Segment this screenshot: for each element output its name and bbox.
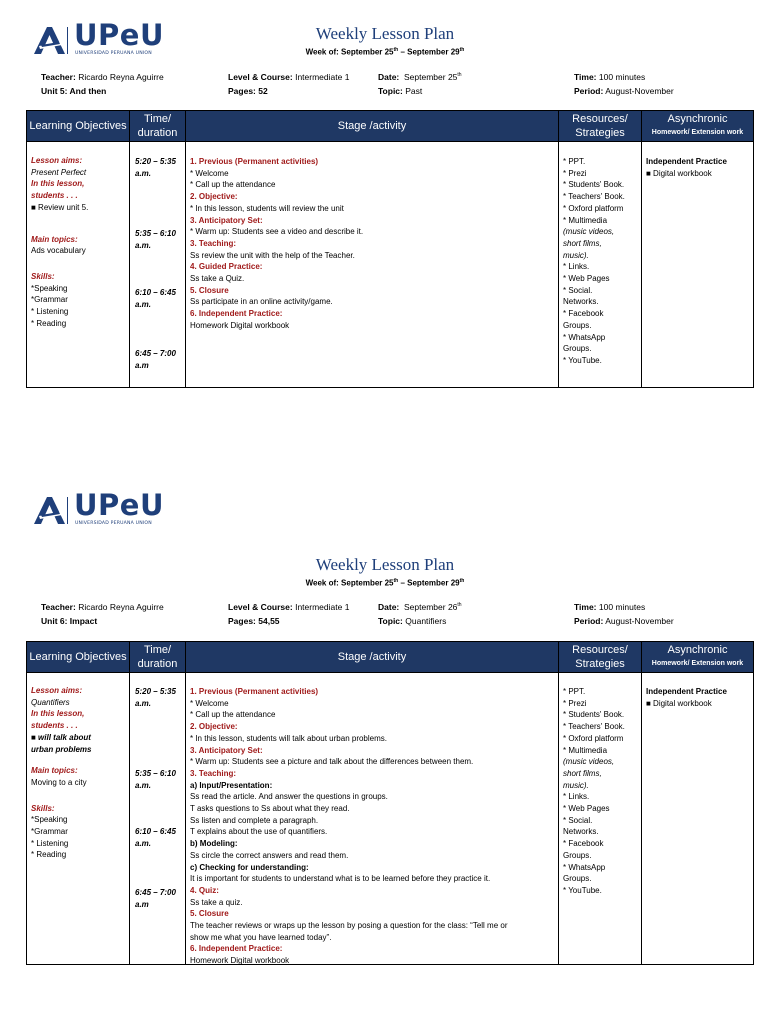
- resource-item: * Prezi: [563, 698, 587, 708]
- resource-item: * WhatsApp: [563, 862, 606, 872]
- skill-item: *Speaking: [31, 283, 68, 293]
- header-stage: Stage /activity: [186, 642, 559, 673]
- skill-item: * Listening: [31, 838, 69, 848]
- in-lesson-text: ■ will talk about urban problems: [31, 732, 92, 754]
- resource-item: Groups.: [563, 344, 592, 354]
- logo-wordmark: UPeU: [74, 18, 165, 52]
- week-range: Week of: September 25th – September 29th: [305, 47, 465, 57]
- stage-line: 2. Objective:: [190, 722, 238, 732]
- async-title: Independent Practice: [646, 687, 727, 696]
- resource-item: * Web Pages: [563, 274, 610, 284]
- plan-title: Weekly Lesson Plan: [315, 24, 455, 43]
- resource-item: * YouTube.: [563, 885, 602, 895]
- skill-item: * Reading: [31, 850, 67, 860]
- stage-line: 5. Closure: [190, 909, 229, 919]
- resource-item: * Links.: [563, 792, 590, 802]
- resource-item: * Prezi: [563, 168, 587, 178]
- stage-line: 1. Previous (Permanent activities): [190, 687, 319, 696]
- stage-line: The teacher reviews or wraps up the lesson by posing a question for the class: “Tell me or: [190, 921, 508, 931]
- plan-title: Weekly Lesson Plan: [315, 555, 455, 574]
- upeu-logo-icon: [32, 494, 68, 526]
- stage-line: show me what you have learned today”.: [190, 932, 332, 942]
- main-topic: Moving to a city: [31, 777, 87, 787]
- skill-item: *Grammar: [31, 295, 68, 305]
- topic-field: Topic: Quantifiers: [378, 616, 447, 626]
- time-slot: 6:10 – 6:45 a.m.: [135, 288, 176, 309]
- resource-item: * Facebook: [563, 839, 604, 849]
- main-topic: Ads vocabulary: [31, 246, 86, 256]
- stage-line: 6. Independent Practice:: [190, 309, 283, 319]
- header-resources: Resources/ Strategies: [559, 642, 642, 673]
- time-cell: [130, 142, 186, 388]
- resource-item: * Facebook: [563, 309, 604, 319]
- stage-line: 3. Anticipatory Set:: [190, 745, 263, 755]
- resource-item: * Oxford platform: [563, 203, 624, 213]
- skills-label: Skills:: [31, 271, 55, 281]
- resource-item: * YouTube.: [563, 355, 602, 365]
- date-field: Date: September 25th: [378, 72, 462, 82]
- logo-wordmark: UPeU: [74, 488, 165, 522]
- pages-field: Pages: 54,55: [228, 616, 280, 626]
- skill-item: * Listening: [31, 307, 69, 317]
- resource-item: Networks.: [563, 827, 599, 837]
- time-slot: 5:35 – 6:10 a.m.: [135, 229, 176, 250]
- stage-line: Ss listen and complete a paragraph.: [190, 815, 319, 825]
- stage-line: T asks questions to Ss about what they read.: [190, 804, 350, 814]
- resource-item: music).: [563, 780, 589, 790]
- skill-item: * Reading: [31, 318, 67, 328]
- header-asynchronic: Asynchronic Homework/ Extension work: [642, 642, 754, 673]
- logo-subtitle: UNIVERSIDAD PERUANA UNION: [75, 521, 152, 526]
- stage-line: 3. Teaching:: [190, 768, 237, 778]
- asynchronic-cell: [642, 142, 754, 388]
- resource-item: * Teachers' Book.: [563, 722, 625, 732]
- date-field: Date: September 26th: [378, 602, 462, 612]
- header-time: Time/ duration: [130, 111, 186, 142]
- stage-line: It is important for students to understand what is to be learned before they practice it.: [190, 874, 491, 884]
- resources-cell: [559, 142, 642, 388]
- stage-line: Ss take a quiz.: [190, 897, 243, 907]
- stage-line: * In this lesson, students will talk about urban problems.: [190, 733, 387, 743]
- stage-line: 2. Objective:: [190, 192, 238, 202]
- objectives-cell: [27, 673, 130, 965]
- stage-line: 3. Anticipatory Set:: [190, 215, 263, 225]
- stage-line: Homework Digital workbook: [190, 956, 290, 966]
- time-slot: 6:10 – 6:45 a.m.: [135, 827, 176, 848]
- header-objectives: Learning Objectives: [27, 111, 130, 142]
- period-field: Period: August-November: [574, 86, 674, 96]
- stage-line: * In this lesson, students will review the unit: [190, 203, 344, 213]
- in-lesson-label: In this lesson, students . . .: [31, 709, 85, 731]
- header-objectives: Learning Objectives: [27, 642, 130, 673]
- period-field: Period: August-November: [574, 616, 674, 626]
- resource-item: * PPT.: [563, 157, 586, 166]
- stage-line: * Call up the attendance: [190, 710, 276, 720]
- resource-item: * Multimedia: [563, 745, 608, 755]
- resource-item: Networks.: [563, 297, 599, 307]
- header-stage: Stage /activity: [186, 111, 559, 142]
- asynchronic-cell: [642, 673, 754, 965]
- time-cell: [130, 673, 186, 965]
- unit-field: Unit 5: And then: [41, 86, 107, 96]
- lesson-aims-label: Lesson aims:: [31, 686, 83, 695]
- resource-item: Groups.: [563, 320, 592, 330]
- stage-line: Ss participate in an online activity/game.: [190, 297, 333, 307]
- level-field: Level & Course: Intermediate 1: [228, 72, 350, 82]
- header-time: Time/ duration: [130, 642, 186, 673]
- stage-line: Homework Digital workbook: [190, 320, 290, 330]
- async-item: ■ Digital workbook: [646, 168, 712, 178]
- stage-line: b) Modeling:: [190, 839, 238, 849]
- pages-field: Pages: 52: [228, 86, 268, 96]
- stage-line: Ss review the unit with the help of the Teacher.: [190, 250, 355, 260]
- header-asynchronic: Asynchronic Homework/ Extension work: [642, 111, 754, 142]
- resource-item: short films,: [563, 238, 602, 248]
- skills-label: Skills:: [31, 803, 55, 813]
- stage-line: 1. Previous (Permanent activities): [190, 157, 319, 166]
- stage-line: 4. Guided Practice:: [190, 262, 263, 272]
- lesson-aims-label: Lesson aims:: [31, 156, 83, 165]
- stage-cell: [186, 142, 559, 388]
- stage-line: 5. Closure: [190, 285, 229, 295]
- resource-item: (music videos,: [563, 757, 615, 767]
- upeu-logo: [32, 18, 202, 58]
- time-field: Time: 100 minutes: [574, 602, 646, 612]
- upeu-logo: [32, 488, 202, 528]
- lesson-aim: Quantifiers: [31, 697, 70, 707]
- teacher-field: Teacher: Ricardo Reyna Aguirre: [41, 602, 164, 612]
- resource-item: * Links.: [563, 262, 590, 272]
- topic-field: Topic: Past: [378, 86, 423, 96]
- teacher-field: Teacher: Ricardo Reyna Aguirre: [41, 72, 164, 82]
- resource-item: Groups.: [563, 850, 592, 860]
- resource-item: * Social.: [563, 815, 593, 825]
- time-slot: 6:45 – 7:00 a.m: [135, 888, 176, 909]
- level-field: Level & Course: Intermediate 1: [228, 602, 350, 612]
- resource-item: * WhatsApp: [563, 332, 606, 342]
- stage-line: * Warm up: Students see a video and describe it.: [190, 227, 364, 237]
- lesson-aim: Present Perfect: [31, 167, 87, 177]
- logo-subtitle: UNIVERSIDAD PERUANA UNION: [75, 51, 152, 56]
- stage-line: Ss read the article. And answer the questions in groups.: [190, 792, 388, 802]
- stage-line: 6. Independent Practice:: [190, 944, 283, 954]
- stage-line: * Welcome: [190, 698, 229, 708]
- time-slot: 5:20 – 5:35 a.m.: [135, 157, 176, 178]
- in-lesson-label: In this lesson, students . . .: [31, 179, 85, 201]
- week-range: Week of: September 25th – September 29th: [305, 578, 465, 588]
- main-topics-label: Main topics:: [31, 234, 78, 244]
- stage-line: * Warm up: Students see a picture and talk about the differences between them.: [190, 757, 474, 767]
- async-item: ■ Digital workbook: [646, 698, 712, 708]
- header-resources: Resources/ Strategies: [559, 111, 642, 142]
- resource-item: * Multimedia: [563, 215, 608, 225]
- resource-item: * Oxford platform: [563, 733, 624, 743]
- resource-item: * Students' Book.: [563, 710, 625, 720]
- lesson-table: [26, 110, 754, 388]
- resource-item: * Web Pages: [563, 804, 610, 814]
- stage-line: 3. Teaching:: [190, 238, 237, 248]
- lesson-table: [26, 641, 754, 965]
- time-slot: 5:35 – 6:10 a.m.: [135, 769, 176, 790]
- stage-line: a) Input/Presentation:: [190, 780, 273, 790]
- resource-item: Groups.: [563, 874, 592, 884]
- resources-cell: [559, 673, 642, 965]
- resource-item: music).: [563, 250, 589, 260]
- resource-item: * PPT.: [563, 687, 586, 696]
- in-lesson-text: ■ Review unit 5.: [31, 202, 89, 212]
- async-title: Independent Practice: [646, 157, 727, 166]
- stage-line: * Call up the attendance: [190, 180, 276, 190]
- resource-item: * Social.: [563, 285, 593, 295]
- stage-line: 4. Quiz:: [190, 885, 219, 895]
- stage-line: * Welcome: [190, 168, 229, 178]
- main-topics-label: Main topics:: [31, 766, 78, 776]
- resource-item: short films,: [563, 768, 602, 778]
- skill-item: *Grammar: [31, 827, 68, 837]
- skill-item: *Speaking: [31, 815, 68, 825]
- time-slot: 5:20 – 5:35 a.m.: [135, 687, 176, 708]
- stage-line: c) Checking for understanding:: [190, 862, 309, 872]
- time-slot: 6:45 – 7:00 a.m: [135, 349, 176, 370]
- time-field: Time: 100 minutes: [574, 72, 646, 82]
- resource-item: * Teachers' Book.: [563, 192, 625, 202]
- objectives-cell: [27, 142, 130, 388]
- stage-line: Ss take a Quiz.: [190, 274, 245, 284]
- resource-item: * Students' Book.: [563, 180, 625, 190]
- stage-line: Ss circle the correct answers and read them.: [190, 850, 349, 860]
- unit-field: Unit 6: Impact: [41, 616, 98, 626]
- upeu-logo-icon: [32, 24, 68, 56]
- stage-line: T explains about the use of quantifiers.: [190, 827, 328, 837]
- stage-cell: [186, 673, 559, 965]
- resource-item: (music videos,: [563, 227, 615, 237]
